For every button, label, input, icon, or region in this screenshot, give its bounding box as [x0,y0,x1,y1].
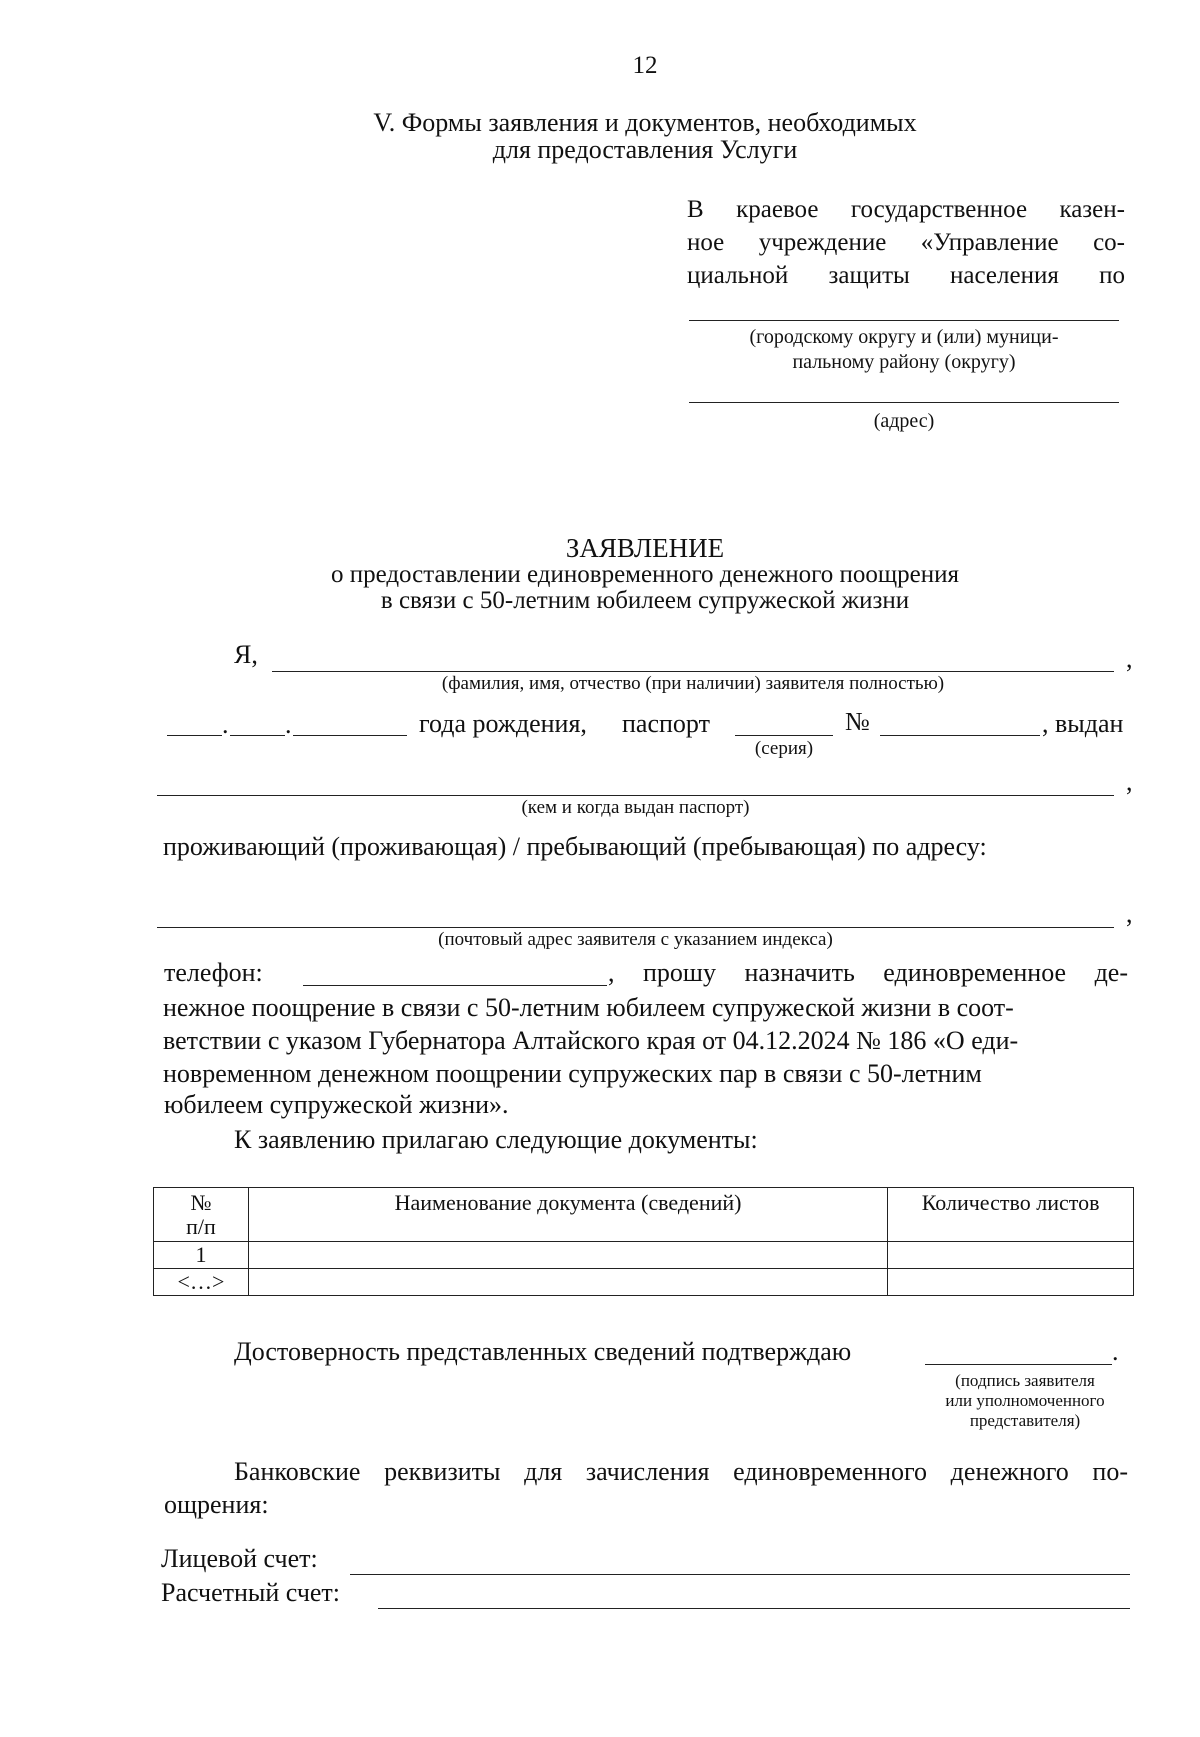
request-line-5: юбилеем супружеской жизни». [164,1090,509,1119]
fio-comma: , [1126,644,1133,673]
document-title: ЗАЯВЛЕНИЕ [565,533,725,563]
fio-caption: (фамилия, имя, отчество (при наличии) заявителя полностью) [441,673,945,694]
col-header-sheet-count: Количество листов [888,1188,1134,1242]
personal-account-label: Лицевой счет: [161,1544,318,1573]
settlement-account-label: Расчетный счет: [161,1578,341,1607]
document-subtitle-line-1: о предоставлении единовременного денежного поощрения [330,561,960,588]
attach-text: К заявлению прилагаю следующие документы: [234,1125,758,1154]
postal-comma: , [1126,899,1133,928]
col-header-document-name: Наименование документа (сведений) [248,1188,887,1242]
section-heading-line-1: V. Формы заявления и документов, необходимых [373,108,917,137]
row-number-cell: 1 [154,1242,249,1269]
birth-label: года рождения, [419,709,587,738]
table-header-row [154,1188,1134,1242]
signature-caption-line-3: представителя) [969,1411,1081,1430]
signature-caption-line-2: или уполномоченного [945,1391,1105,1410]
sheet-count-cell[interactable] [888,1269,1134,1296]
request-line-2: нежное поощрение в связи с 50-летним юбилеем супружеской жизни в соот- [163,993,1014,1022]
confirmation-period: . [1112,1337,1119,1366]
address-field-line[interactable] [689,402,1119,403]
issued-by-field-line[interactable] [157,795,1114,796]
request-line-4: новременном денежном поощрении супружеских пар в связи с 50-летним [163,1059,982,1088]
col-header-number: № п/п [154,1188,249,1242]
phone-field-line[interactable] [303,985,607,986]
birth-month-field[interactable] [230,735,285,736]
document-name-cell[interactable] [248,1269,887,1296]
series-caption: (серия) [754,738,814,759]
district-field-line[interactable] [689,320,1119,321]
number-sign: № [845,707,870,736]
postal-address-field-line[interactable] [157,927,1114,928]
date-dot-1: . [222,710,229,739]
district-caption-line-1: (городскому округу и (или) муници- [749,326,1059,348]
addressee-line-2: ное учреждение «Управление со- [687,229,1125,256]
section-heading-line-2: для предоставления Услуги [492,135,798,164]
residing-text: проживающий (проживающая) / пребывающий (пребывающая) по адресу: [163,832,987,861]
birth-year-field[interactable] [293,735,407,736]
birth-day-field[interactable] [167,735,222,736]
date-dot-2: . [285,710,292,739]
bank-text-line-2: ощрения: [164,1490,269,1519]
fio-field-line[interactable] [272,671,1114,672]
documents-table [153,1187,1134,1296]
issued-caption: (кем и когда выдан паспорт) [521,797,750,818]
personal-account-field-line[interactable] [350,1574,1130,1575]
request-line-1: , прошу назначить единовременное де- [608,958,1128,987]
district-caption-line-2: пальному району (округу) [792,351,1016,373]
passport-series-field[interactable] [735,735,833,736]
settlement-account-field-line[interactable] [378,1608,1130,1609]
addressee-line-3: циальной защиты населения по [687,262,1125,289]
passport-label: паспорт [622,709,710,738]
table-row [154,1269,1134,1296]
bank-text-line-1: Банковские реквизиты для зачисления единовременного денежного по- [234,1457,1128,1486]
document-name-cell[interactable] [248,1242,887,1269]
document-subtitle-line-2: в связи с 50-летним юбилеем супружеской жизни [380,587,910,614]
issued-label: , выдан [1042,709,1124,738]
signature-caption-line-1: (подпись заявителя [955,1371,1095,1390]
issued-comma: , [1126,767,1133,796]
confirmation-text: Достоверность представленных сведений подтверждаю [234,1337,852,1366]
sheet-count-cell[interactable] [888,1242,1134,1269]
ya-label: Я, [234,640,258,669]
page-number: 12 [632,52,658,79]
signature-field-line[interactable] [925,1364,1112,1365]
postal-address-caption: (почтовый адрес заявителя с указанием индекса) [438,929,833,950]
phone-label: телефон: [164,958,263,987]
table-row [154,1242,1134,1269]
request-line-3: ветствии с указом Губернатора Алтайского края от 04.12.2024 № 186 «О еди- [163,1026,1019,1055]
addressee-line-1: В краевое государственное казен- [687,196,1125,223]
address-caption: (адрес) [873,410,935,432]
row-number-cell: <…> [154,1269,249,1296]
passport-number-field[interactable] [880,735,1040,736]
